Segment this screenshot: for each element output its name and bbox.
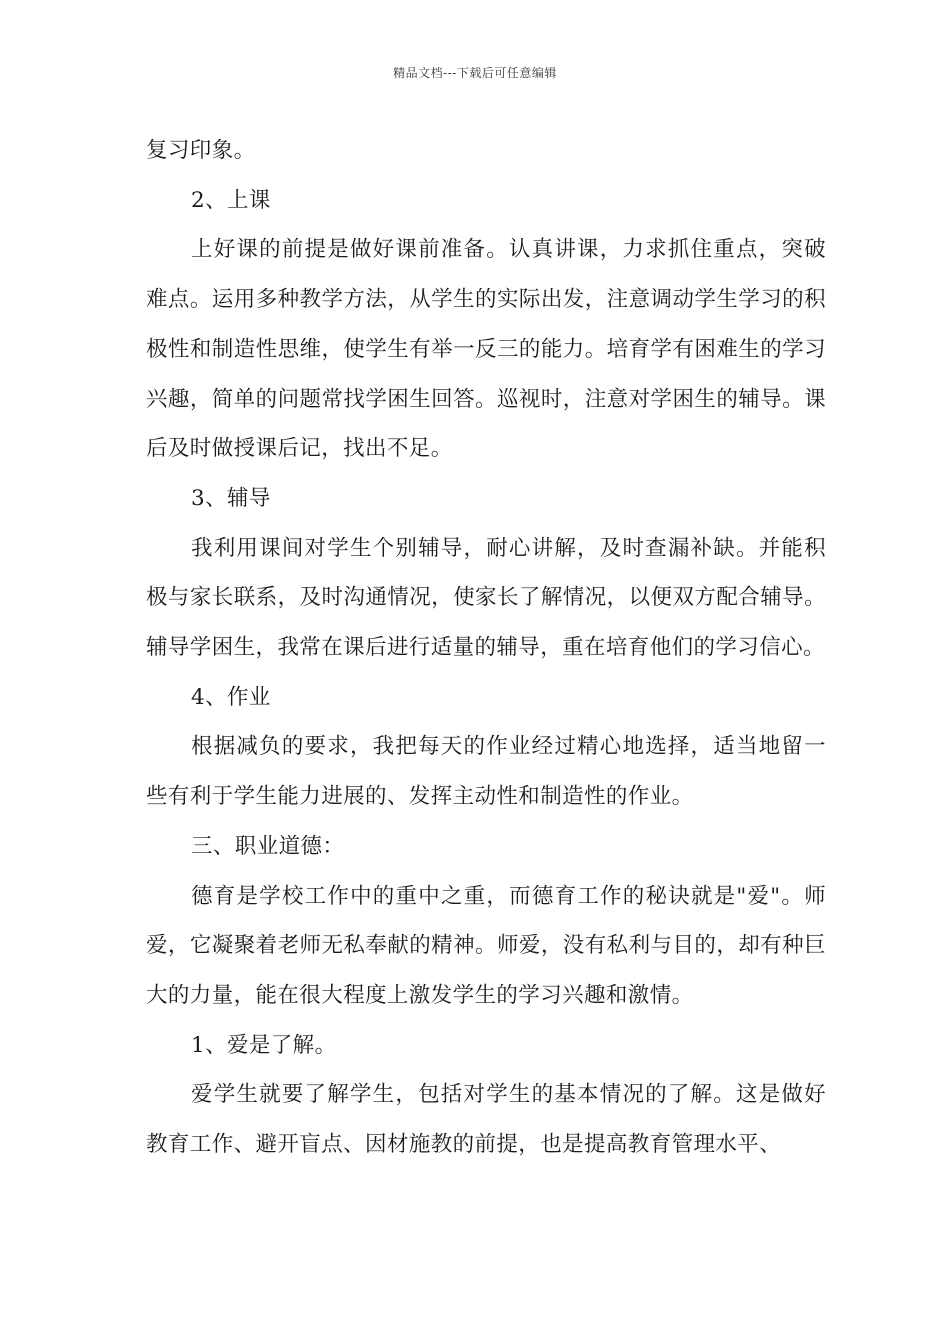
paragraph-ethics: 德育是学校工作中的重中之重，而德育工作的秘诀就是"爱"。师爱，它凝聚着老师无私奉献的精神。师爱，没有私利与目的，却有种巨大的力量，能在很大程度上激发学生的学习兴趣和激情。 bbox=[146, 883, 826, 1008]
document-body bbox=[146, 126, 826, 1170]
section-heading-class: 2、上课 bbox=[191, 187, 271, 213]
paragraph-love-understanding: 爱学生就要了解学生，包括对学生的基本情况的了解。这是做好教育工作、避开盲点、因材施教的前提，也是提高教育管理水平、 bbox=[146, 1082, 826, 1158]
paragraph-continuation: 复习印象。 bbox=[146, 138, 256, 163]
paragraph-class: 上好课的前提是做好课前准备。认真讲课，力求抓住重点，突破难点。运用多种教学方法，从学生的实际出发，注意调动学生学习的积极性和制造性思维，使学生有举一反三的能力。培育学有困难生的学习兴趣，简单的问题常找学困生回答。巡视时，注意对学困生的辅导。课后及时做授课后记，找出不足。 bbox=[146, 237, 826, 462]
section-heading-ethics: 三、职业道德： bbox=[191, 833, 345, 859]
section-heading-love-understanding: 1、爱是了解。 bbox=[191, 1032, 337, 1058]
section-heading-tutoring: 3、辅导 bbox=[191, 485, 271, 511]
paragraph-tutoring: 我利用课间对学生个别辅导，耐心讲解，及时查漏补缺。并能积极与家长联系，及时沟通情况，使家长了解情况，以便双方配合辅导。辅导学困生，我常在课后进行适量的辅导，重在培育他们的学习信心。 bbox=[146, 535, 826, 661]
paragraph-homework: 根据减负的要求，我把每天的作业经过精心地选择，适当地留一些有利于学生能力进展的、发挥主动性和制造性的作业。 bbox=[146, 734, 826, 810]
section-heading-homework: 4、作业 bbox=[191, 684, 271, 710]
page-header: 精品文档---下载后可任意编辑 bbox=[393, 66, 557, 80]
